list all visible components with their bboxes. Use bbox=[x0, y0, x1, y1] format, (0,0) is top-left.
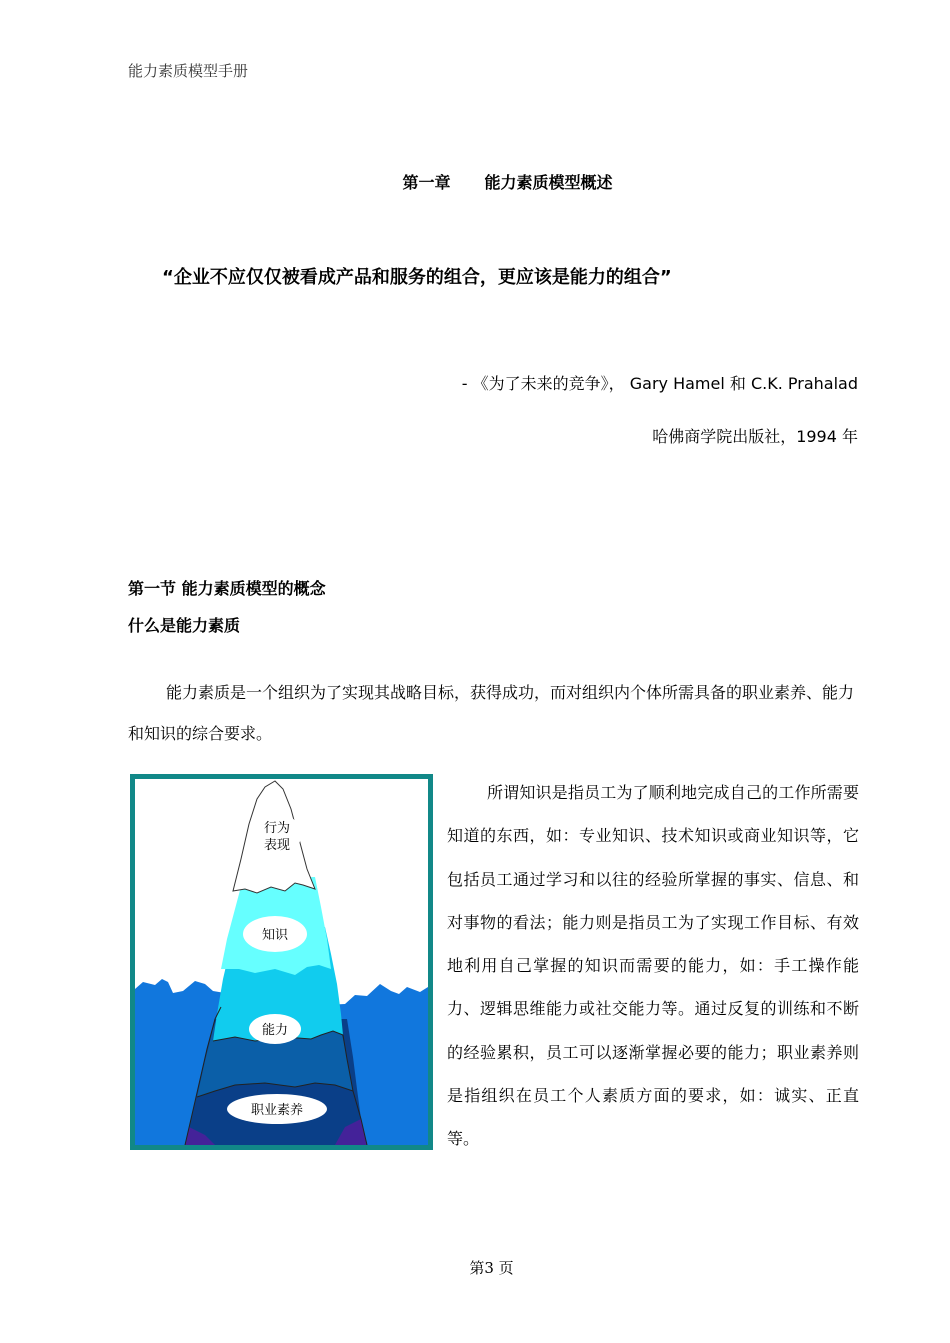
section-heading: 第一节 能力素质模型的概念 bbox=[128, 579, 326, 598]
epigraph-quote: “企业不应仅仅被看成产品和服务的组合，更应该是能力的组合” bbox=[162, 267, 672, 288]
intro-paragraph: 能力素质是一个组织为了实现其战略目标，获得成功，而对组织内个体所需具备的职业素养、能力和知识的综合要求。 bbox=[128, 683, 855, 743]
page-number: 第3 页 bbox=[469, 1259, 514, 1277]
chapter-heading bbox=[0, 170, 950, 193]
knowledge-label: 知识 bbox=[261, 928, 289, 943]
behavior-label-line2: 表现 bbox=[263, 838, 291, 853]
behavior-label-line1: 行为 bbox=[263, 821, 291, 836]
iceberg-diagram bbox=[135, 779, 428, 1145]
ability-label: 能力 bbox=[261, 1023, 289, 1038]
quote-attribution-publisher: 哈佛商学院出版社，1994 年 bbox=[652, 427, 858, 446]
subsection-heading: 什么是能力素质 bbox=[128, 616, 241, 635]
document-header: 能力素质模型手册 bbox=[128, 62, 249, 80]
professionalism-label: 职业素养 bbox=[250, 1103, 304, 1118]
quote-attribution-source: - 《为了未来的竞争》， Gary Hamel 和 C.K. Prahalad bbox=[461, 374, 858, 393]
chapter-number: 第一章 bbox=[402, 173, 451, 192]
competency-explanation-paragraph: 所谓知识是指员工为了顺利地完成自己的工作所需要知道的东西，如：专业知识、技术知识或商业知识等，它包括员工通过学习和以往的经验所掌握的事实、信息、和对事物的看法；能力则是指员工为了实现工作目标、有效地利用自己掌握的知识而需要的能力，如：手工操作能力、逻辑思维能力或社交能力等。通过反复的训练和不断的经验累积，员工可以逐渐掌握必要的能力；职业素养则是指组织在员工个人素质方面的要求，如：诚实、正直等。 bbox=[447, 783, 859, 1149]
iceberg-figure bbox=[130, 774, 433, 1150]
chapter-title: 能力素质模型概述 bbox=[484, 173, 613, 192]
